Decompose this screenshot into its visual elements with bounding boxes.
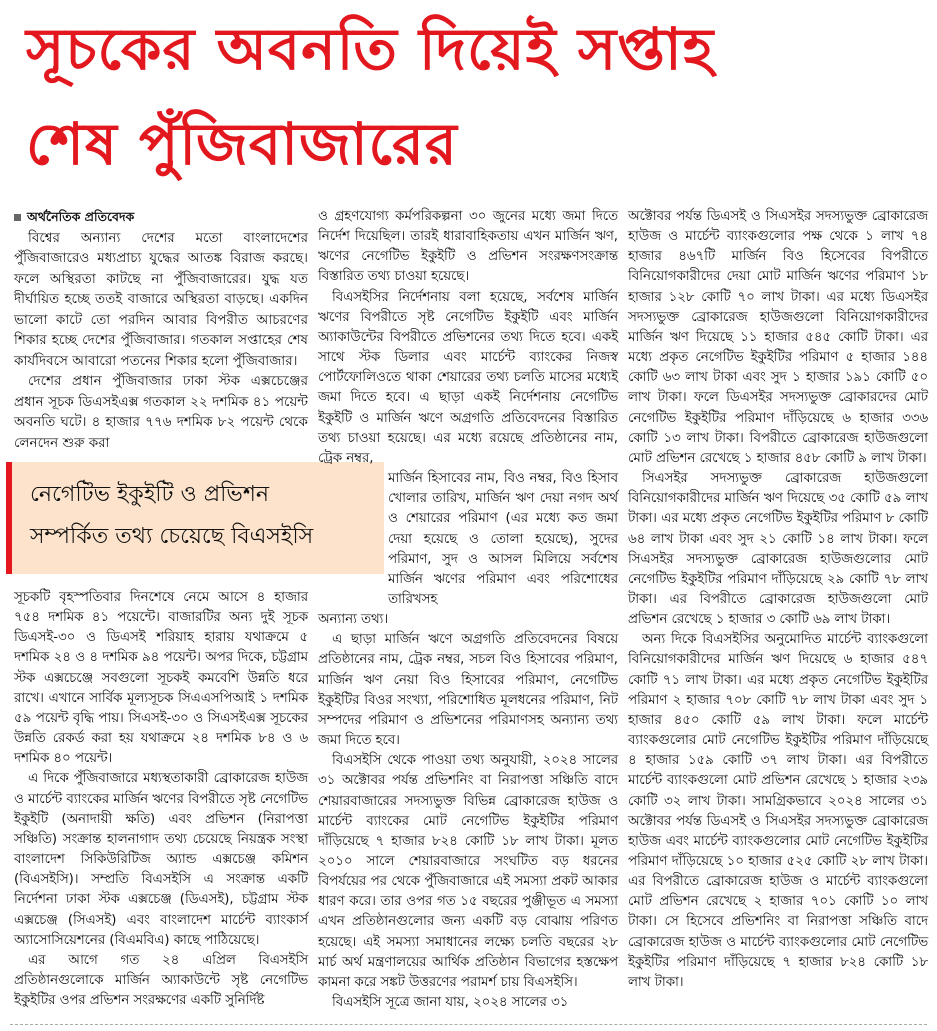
paragraph: এ দিকে পুঁজিবাজারে মধ্যস্থতাকারী ব্রোকারেজ হাউজ ও মার্চেন্ট ব্যাংকের মার্জিন ঋণের বিপরীতে সৃষ্ট নেগেটিভ ইকুইটি (অনাদায়ী ক্ষতি) এবং প্রভিশন (নিরাপত্তা সঞ্চিতি) সংক্রান্ত হালনাগাদ তথ্য চেয়েছে নিয়ন্ত্রক সংস্থা বাংলাদেশ সিকিউরিটিজ অ্যান্ড এক্সচেঞ্জ কমিশন (বিএসইসি)। সম্প্রতি বিএসইসি এ সংক্রান্ত একটি নির্দেশনা ঢাকা স্টক এক্সচেঞ্জ (ডিএসই), চট্টগ্রাম স্টক এক্সচেঞ্জ (সিএসই) এবং বাংলাদেশ মার্চেন্ট ব্যাংকার্স অ্যাসোসিয়েশনের (বিএমবিএ) কাছে পাঠিয়েছে। (14, 771, 308, 948)
paragraph: অন্যান্য তথ্য। (318, 612, 389, 628)
bottom-divider (10, 1024, 927, 1025)
paragraph: অক্টোবর পর্যন্ত ডিএসই ও সিএসইর সদস্যভুক্ত ব্রোকারেজ হাউজ ও মার্চেন্ট ব্যাংকগুলোর পক্ষ থেকে ১ লাখ ৭৪ হাজার ৪৬৭টি মার্জিন বিও হিসেবের বিপরীতে বিনিয়োগকারীদের দেয়া মোট মার্জিন ঋণের পরিমাণ ১৮ হাজার ১২৮ কোটি ৭০ লাখ টাকা। এর মধ্যে ডিএসইর সদস্যভুক্ত ব্রোকারেজ হাউজগুলো বিনিয়োগকারীদের মার্জিন ঋণ দিয়েছে ১১ হাজার ৫৪৫ কোটি টাকা। এর মধ্যে প্রকৃত নেগেটিভ ইকুইটির পরিমাণ ৫ হাজার ১৪৪ কোটি ৬৩ লাখ টাকা এবং সুদ ১ হাজার ১৯১ কোটি ৫০ লাখ টাকা। ফলে ডিএসইর সদস্যভুক্ত ব্রোকারদের মোট নেগেটিভ ইকুইটির পরিমাণ দাঁড়িয়েছে ৬ হাজার ৩৩৬ কোটি ১৩ লাখ টাকা। বিপরীতে ব্রোকারেজ হাউজগুলো মোট প্রভিশন রেখেছে ১ হাজার ৪৫৮ কোটি ৯ লাখ টাকা। (628, 209, 928, 466)
paragraph: অন্য দিকে বিএসইসির অনুমোদিত মার্চেন্ট ব্যাংকগুলো বিনিয়োগকারীদের মার্জিন ঋণ দিয়েছে ৬ হাজার ৫৪৭ কোটি ৭১ লাখ টাকা। এর মধ্যে প্রকৃত নেগেটিভ ইকুইটির পরিমাণ ২ হাজার ৭০৮ কোটি ৭৮ লাখ টাকা এবং সুদ ১ হাজার ৪৫০ কোটি ৫৯ লাখ টাকা। ফলে মার্চেন্ট ব্যাংকগুলোর মোট নেগেটিভ ইকুইটির পরিমাণ দাঁড়িয়েছে ৪ হাজার ১৫৯ কোটি ৩৭ লাখ টাকা। এর বিপরীতে মার্চেন্ট ব্যাংকগুলো মোট প্রভিশন রেখেছে ১ হাজার ২৩৯ কোটি ৩২ লাখ টাকা। সামগ্রিকভাবে ২০২৪ সালের ৩১ অক্টোবর পর্যন্ত ডিএসই ও সিএসইর সদস্যভুক্ত ব্রোকারেজ হাউজ এবং মার্চেন্ট ব্যাংকগুলোর মোট নেগেটিভ ইকুইটির পরিমাণ দাঁড়িয়েছে ১০ হাজার ৫২৫ কোটি ২৮ লাখ টাকা। এর বিপরীতে ব্রোকারেজ হাউজ ও মার্চেন্ট ব্যাংকগুলো মোট প্রভিশন রেখেছে ২ হাজার ৭০১ কোটি ১০ লাখ টাকা। সে হিসেবে প্রভিশনিং বা নিরাপত্তা সঞ্চিতি বাদে ব্রোকারেজ হাউজ ও মার্চেন্ট ব্যাংকগুলোর মোট নেগেটিভ ইকুইটির পরিমাণ দাঁড়িয়েছে ৭ হাজার ৮২৪ কোটি ১৮ লাখ টাকা। (628, 632, 928, 990)
bullet-icon (14, 214, 21, 221)
paragraph: বিএসইসির নির্দেশনায় বলা হয়েছে, সর্বশেষ মার্জিন ঋণের বিপরীতে সৃষ্ট নেগেটিভ ইকুইটি এবং মার্জিন অ্যাকাউন্টের বিপরীতে প্রভিশনের তথ্য দিতে হবে। একই সাথে স্টক ডিলার এবং মার্চেন্ট ব্যাংকের নিজস্ব পোর্টফোলিওতে থাকা শেয়ারের তথ্য চলতি মাসের মধ্যেই জমা দিতে হবে। এ ছাড়া একই নির্দেশনায় নেগেটিভ ইকুইটি ও মার্জিন ঋণে অগ্রগতি প্রতিবেদনের বিস্তারিত তথ্য চাওয়া হয়েছে। এর মধ্যে রয়েছে প্রতিষ্ঠানের নাম, ট্রেক নম্বর, (318, 289, 618, 466)
article-column-1-bottom (14, 588, 308, 1011)
pull-quote-line-1: নেগেটিভ ইকুইটি ও প্রভিশন (30, 482, 269, 507)
paragraph: এর আগে গত ২৪ এপ্রিল বিএসইসি প্রতিষ্ঠানগুলোকে মার্জিন অ্যাকাউন্টে সৃষ্ট নেগেটিভ ইকুইটির ওপর প্রভিশন সংরক্ষণের একটি সুনির্দিষ্ট (14, 952, 308, 1009)
byline (14, 207, 308, 228)
paragraph: মার্জিন হিসাবের নাম, বিও নম্বর, বিও হিসাব খোলার তারিখ, মার্জিন ঋণ দেয়া নগদ অর্থ ও শেয়ারের পরিমাণ (এর মধ্যে কত জমা দেয়া হয়েছে ও তোলা হয়েছে), সুদের পরিমাণ, সুদ ও আসল মিলিয়ে সর্বশেষ মার্জিন ঋণের পরিমাণ এবং পরিশোধের তারিখসহ (388, 471, 618, 607)
byline-text: অর্থনৈতিক প্রতিবেদক (27, 209, 135, 224)
headline-line-2: শেষ পুঁজিবাজারের (26, 110, 458, 178)
paragraph: ও গ্রহণযোগ্য কর্মপরিকল্পনা ৩০ জুনের মধ্যে জমা দিতে নির্দেশ দিয়েছিল। তারই ধারাবাহিকতায় এখন মার্জিন ঋণ, ঋণের নেগেটিভ ইকুইটি ও প্রভিশন সংরক্ষণসংক্রান্ত বিস্তারিত তথ্য চাওয়া হয়েছে। (318, 209, 618, 285)
article-column-3 (628, 207, 928, 993)
pull-quote-line-2: সম্পর্কিত তথ্য চেয়েছে বিএসইসি (30, 524, 314, 549)
article-column-1-top (14, 207, 308, 453)
paragraph: বিএসইসি সূত্রে জানা যায়, ২০২৪ সালের ৩১ (332, 995, 569, 1011)
paragraph: বিশ্বের অন্যান্য দেশের মতো বাংলাদেশের পুঁজিবাজারেও মধ্যপ্রাচ্য যুদ্ধের আতঙ্ক বিরাজ করছে। ফলে অস্থিরতা কাটছে না পুঁজিবাজারের। যুদ্ধ যত দীর্ঘায়িত হচ্ছে ততই বাজারে অস্থিরতা বাড়ছে। একদিন ভালো কাটে তো পরদিন আবার বিপরীত আচরণের শিকার হচ্ছে দেশের পুঁজিবাজার। গতকাল সপ্তাহের শেষ কার্যদিবসে আবারো পতনের শিকার হলো পুঁজিবাজার। (14, 229, 308, 369)
article-column-2 (318, 207, 618, 1013)
paragraph: দেশের প্রধান পুঁজিবাজার ঢাকা স্টক এক্সচেঞ্জের প্রধান সূচক ডিএসইএক্স গতকাল ২২ দশমিক ৪১ পয়েন্ট অবনতি ঘটে। ৪ হাজার ৭৭৬ দশমিক ৮২ পয়েন্ট থেকে লেনদেন শুরু করা (14, 373, 308, 451)
headline (0, 0, 937, 200)
paragraph: এ ছাড়া মার্জিন ঋণে অগ্রগতি প্রতিবেদনের বিষয়ে প্রতিষ্ঠানের নাম, ট্রেক নম্বর, সচল বিও হিসাবের পরিমাণ, মার্জিন ঋণ নেয়া বিও হিসাবের পরিমাণ, নেগেটিভ ইকুইটির বিওর সংখ্যা, পরিশোধিত মূলধনের পরিমাণ, নিট সম্পদের পরিমাণ ও প্রভিশনের পরিমাণসহ অন্যান্য তথ্য জমা দিতে হবে। (318, 632, 618, 749)
headline-line-1: সূচকের অবনতি দিয়েই সপ্তাহ (26, 15, 715, 83)
paragraph: সূচকটি বৃহস্পতিবার দিনশেষে নেমে আসে ৪ হাজার ৭৫৪ দশমিক ৪১ পয়েন্টে। বাজারটির অন্য দুই সূচক ডিএসই-৩০ ও ডিএসই শরিয়াহ হারায় যথাক্রমে ৫ দশমিক ২৪ ও ৪ দশমিক ৯৪ পয়েন্ট। অপর দিকে, চট্টগ্রাম স্টক এক্সচেঞ্জে সবগুলো সূচকই কমবেশি উন্নতি ধরে রাখে। এখানে সার্বিক মূল্যসূচক সিএএসপিআই ১ দশমিক ৫৯ পয়েন্ট বৃদ্ধি পায়। সিএসই-৩০ ও সিএসইএক্স সূচকের উন্নতি রেকর্ড করা হয় যথাক্রমে ২৪ দশমিক ৮৪ ও ৬ দশমিক ৪০ পয়েন্ট। (14, 590, 308, 767)
paragraph: সিএসইর সদস্যভুক্ত ব্রোকারেজ হাউজগুলো বিনিয়োগকারীদের মার্জিন ঋণ দিয়েছে ৩৫ কোটি ৫৯ লাখ টাকা। এর মধ্যে প্রকৃত নেগেটিভ ইকুইটির পরিমাণ ৮ কোটি ৬৪ লাখ টাকা এবং সুদ ২১ কোটি ১৪ লাখ টাকা। ফলে সিএসইর সদস্যভুক্ত ব্রোকারেজ হাউজগুলোর মোট নেগেটিভ ইকুইটির পরিমাণ দাঁড়িয়েছে ২৯ কোটি ৭৮ লাখ টাকা। এর বিপরীতে ব্রোকারেজ হাউজগুলো মোট প্রভিশন রেখেছে ১ হাজার ৩ কোটি ৬৯ লাখ টাকা। (628, 471, 928, 628)
paragraph: বিএসইসি থেকে পাওয়া তথ্য অনুযায়ী, ২০২৪ সালের ৩১ অক্টোবর পর্যন্ত প্রভিশনিং বা নিরাপত্তা সঞ্চিতি বাদে শেয়ারবাজারের সদস্যভুক্ত বিভিন্ন ব্রোকারেজ হাউজ ও মার্চেন্ট ব্যাংকের মোট নেগেটিভ ইকুইটির পরিমাণ দাঁড়িয়েছে ৭ হাজার ৮২৪ কোটি ১৮ লাখ টাকা। মূলত ২০১০ সালে শেয়ারবাজারে সংঘটিত বড় ধরনের বিপর্যয়ের পর থেকে পুঁজিবাজারে এই সমস্যা প্রকট আকার ধারণ করে। তার ওপর গত ১৫ বছরের পুঞ্জীভূত এ সমস্যা এখন প্রতিষ্ঠানগুলোর জন্য একটি বড় বোঝায় পরিণত হয়েছে। এই সমস্যা সমাধানের লক্ষ্যে চলতি বছরের ২৮ মার্চ অর্থ মন্ত্রণালয়ের আর্থিক প্রতিষ্ঠান বিভাগের হস্তক্ষেপ কামনা করে সঙ্কট উত্তরণের পরামর্শ চায় বিএসইসি। (318, 753, 618, 990)
